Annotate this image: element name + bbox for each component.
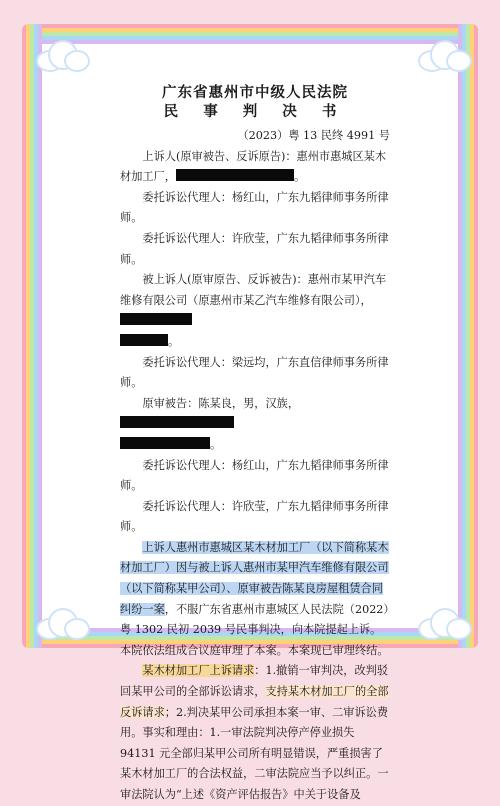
agent-line: 委托诉讼代理人：杨红山，广东九韬律师事务所律师。 bbox=[120, 190, 389, 225]
redaction-bar bbox=[120, 334, 168, 346]
agent-line: 委托诉讼代理人：杨红山，广东九韬律师事务所律师。 bbox=[120, 458, 389, 493]
redaction-bar bbox=[120, 437, 210, 449]
highlight-peach: 支持某木材加工厂的全部反诉请求 bbox=[120, 685, 389, 719]
cloud-icon bbox=[412, 38, 472, 72]
agent-line: 委托诉讼代理人：许欣莹，广东九韬律师事务所律师。 bbox=[120, 231, 389, 266]
case-paragraph bbox=[120, 538, 390, 662]
cloud-icon bbox=[30, 38, 90, 72]
agent-line: 委托诉讼代理人：梁远均，广东直信律师事务所律师。 bbox=[120, 355, 389, 390]
highlight-blue: 上诉人惠州市惠城区某木材加工厂（以下简称某木材加工厂）因与被上诉人惠州市某甲汽车维修有限公司（以下简称某甲公司）、原审被告陈某良房屋租赁合同纠纷一案 bbox=[120, 540, 389, 616]
appellant-text: 上诉人(原审被告、反诉原告)：惠州市惠城区某木材加工厂， bbox=[120, 149, 387, 184]
agent-line: 委托诉讼代理人：许欣莹，广东九韬律师事务所律师。 bbox=[120, 499, 389, 534]
appeal-paragraph bbox=[120, 661, 390, 805]
paragraph-text: ：1.撤销一审判决，改判驳回某甲公司的全部诉讼请求， bbox=[120, 664, 389, 699]
cloud-icon bbox=[412, 606, 472, 640]
redaction-bar bbox=[176, 169, 294, 181]
document-type: 民 事 判 决 书 bbox=[163, 103, 347, 120]
highlight-orange: 某木材加工厂上诉请求 bbox=[142, 664, 255, 678]
case-number: （2023）粤 13 民终 4991 号 bbox=[237, 129, 390, 142]
court-name: 广东省惠州市中级人民法院 bbox=[162, 84, 348, 101]
redaction-bar bbox=[120, 313, 192, 325]
cloud-icon bbox=[30, 606, 90, 640]
judgment-document bbox=[120, 84, 390, 806]
appellee-text: 被上诉人(原审原告、反诉被告)：惠州市某甲汽车维修有限公司（原惠州市某乙汽车维修有限公司）， bbox=[120, 273, 387, 307]
defendant-text: 原审被告：陈某良，男，汉族， bbox=[142, 396, 300, 410]
paragraph-text: ；2.判决某甲公司承担本案一审、二审诉讼费用。事实和理由：1.一审法院判决停产停业损失 94131 元全部归某甲公司所有明显错误，严重损害了某木材加工厂的合法权益，二审法院应当予以纠正。一审法院认为“上述《资产评估报告》中关于设备及 bbox=[120, 705, 389, 801]
party-defendant: 原审被告：陈某良，男，汉族， 。 bbox=[120, 394, 390, 456]
paragraph-text: ，不服广东省惠州市惠城区人民法院（2022）粤 1302 民初 2039 号民事判决，向本院提起上诉。本院依法组成合议庭审理了本案。本案现已审理终结。 bbox=[120, 602, 390, 657]
party-appellee: 被上诉人(原审原告、反诉被告)：惠州市某甲汽车维修有限公司（原惠州市某乙汽车维修有限公司）， 。 bbox=[120, 273, 387, 348]
redaction-bar bbox=[120, 416, 234, 428]
party-appellant: 上诉人(原审被告、反诉原告)：惠州市惠城区某木材加工厂， 。 bbox=[120, 149, 387, 184]
